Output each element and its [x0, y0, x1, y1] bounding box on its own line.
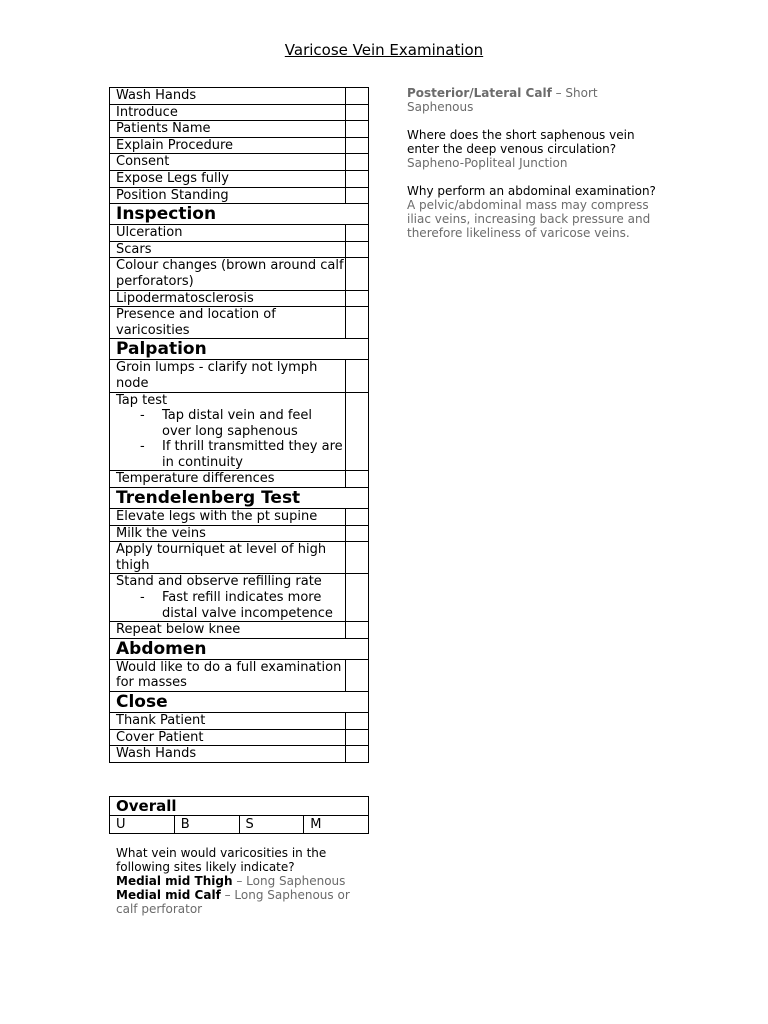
section-heading-trendelenberg: Trendelenberg Test	[110, 488, 369, 509]
checklist-row	[110, 392, 369, 471]
checklist-row	[110, 290, 369, 307]
checklist-item: Temperature differences	[110, 471, 346, 488]
medial-calf-note	[116, 888, 366, 916]
question-2: Why perform an abdominal examination?	[407, 184, 656, 198]
checkbox-cell[interactable]	[346, 241, 369, 258]
tap-test-steps	[116, 408, 345, 470]
checklist-row	[110, 121, 369, 138]
checklist-item: Apply tourniquet at level of high thigh	[110, 542, 346, 574]
medial-calf-answer: – Long Saphenous or calf perforator	[116, 888, 350, 916]
checklist-item: Introduce	[110, 104, 346, 121]
medial-thigh-label: Medial mid Thigh	[116, 874, 233, 888]
checkbox-cell[interactable]	[346, 542, 369, 574]
checklist-row	[110, 542, 369, 574]
medial-calf-label: Medial mid Calf	[116, 888, 221, 902]
grade-option-s[interactable]: S	[239, 816, 304, 834]
section-heading-inspection: Inspection	[110, 204, 369, 225]
grade-option-b[interactable]: B	[174, 816, 239, 834]
checkbox-cell[interactable]	[346, 187, 369, 204]
checkbox-cell[interactable]	[346, 622, 369, 639]
checkbox-cell[interactable]	[346, 104, 369, 121]
side-notes	[407, 86, 657, 254]
checkbox-cell[interactable]	[346, 471, 369, 488]
checklist-row	[110, 170, 369, 187]
page-title: Varicose Vein Examination	[284, 41, 484, 59]
site-question: What vein would varicosities in the following sites likely indicate?	[116, 846, 327, 874]
checklist-item: Explain Procedure	[110, 137, 346, 154]
checklist-item: Wash Hands	[110, 88, 346, 105]
checkbox-cell[interactable]	[346, 137, 369, 154]
checkbox-cell[interactable]	[346, 154, 369, 171]
calf-note	[407, 86, 657, 114]
checklist-item: Cover Patient	[110, 729, 346, 746]
checklist-row	[110, 225, 369, 242]
sub-step: - Fast refill indicates more distal valve incompetence	[140, 590, 345, 621]
checkbox-cell[interactable]	[346, 392, 369, 471]
varicosity-site-notes	[116, 846, 366, 916]
question-1: Where does the short saphenous vein enter the deep venous circulation?	[407, 128, 635, 156]
checklist-item: Colour changes (brown around calf perforators)	[110, 258, 346, 290]
checklist-row	[110, 307, 369, 339]
checkbox-cell[interactable]	[346, 307, 369, 339]
section-heading-close: Close	[110, 692, 369, 713]
checklist-item: Groin lumps - clarify not lymph node	[110, 360, 346, 392]
checklist-item: Ulceration	[110, 225, 346, 242]
checklist-item: Repeat below knee	[110, 622, 346, 639]
checklist-item: Would like to do a full examination for masses	[110, 659, 346, 691]
checklist-row	[110, 574, 369, 622]
checklist-item	[110, 574, 346, 622]
checklist-item: Elevate legs with the pt supine	[110, 509, 346, 526]
checklist-row	[110, 525, 369, 542]
checkbox-cell[interactable]	[346, 509, 369, 526]
grade-option-m[interactable]: M	[304, 816, 369, 834]
examination-checklist	[109, 87, 369, 763]
checkbox-cell[interactable]	[346, 88, 369, 105]
section-heading-abdomen: Abdomen	[110, 638, 369, 659]
section-heading-palpation: Palpation	[110, 339, 369, 360]
medial-thigh-answer: – Long Saphenous	[232, 874, 346, 888]
checklist-row	[110, 713, 369, 730]
checklist-item: Position Standing	[110, 187, 346, 204]
stand-observe-label: Stand and observe refilling rate	[116, 574, 322, 590]
calf-label: Posterior/Lateral Calf	[407, 86, 552, 100]
checklist-item	[110, 392, 346, 471]
checklist-row	[110, 746, 369, 763]
overall-grade-table	[109, 796, 369, 834]
tap-test-label: Tap test	[116, 392, 168, 408]
checklist-item: Milk the veins	[110, 525, 346, 542]
checkbox-cell[interactable]	[346, 258, 369, 290]
checkbox-cell[interactable]	[346, 360, 369, 392]
grade-option-u[interactable]: U	[110, 816, 175, 834]
medial-thigh-note	[116, 874, 366, 888]
checklist-item: Wash Hands	[110, 746, 346, 763]
checklist-item: Consent	[110, 154, 346, 171]
abdominal-qa	[407, 184, 657, 240]
sub-step: - Tap distal vein and feel over long saphenous	[140, 408, 345, 439]
checkbox-cell[interactable]	[346, 574, 369, 622]
checkbox-cell[interactable]	[346, 290, 369, 307]
stand-observe-steps	[116, 590, 345, 621]
checklist-row	[110, 258, 369, 290]
checkbox-cell[interactable]	[346, 729, 369, 746]
checkbox-cell[interactable]	[346, 225, 369, 242]
checkbox-cell[interactable]	[346, 713, 369, 730]
checklist-item: Patients Name	[110, 121, 346, 138]
checklist-item: Expose Legs fully	[110, 170, 346, 187]
checklist-row	[110, 88, 369, 105]
checklist-item: Presence and location of varicosities	[110, 307, 346, 339]
checkbox-cell[interactable]	[346, 525, 369, 542]
checklist-row	[110, 659, 369, 691]
checkbox-cell[interactable]	[346, 659, 369, 691]
overall-heading: Overall	[110, 797, 369, 816]
checklist-row	[110, 509, 369, 526]
checkbox-cell[interactable]	[346, 170, 369, 187]
checklist-item: Lipodermatosclerosis	[110, 290, 346, 307]
checklist-row	[110, 104, 369, 121]
checklist-row	[110, 187, 369, 204]
answer-1: Sapheno-Popliteal Junction	[407, 156, 568, 170]
short-saphenous-qa	[407, 128, 657, 170]
sub-step: - If thrill transmitted they are in continuity	[140, 439, 345, 470]
checkbox-cell[interactable]	[346, 746, 369, 763]
answer-2: A pelvic/abdominal mass may compress iliac veins, increasing back pressure and therefore likeliness of varicose veins.	[407, 198, 651, 240]
checklist-row	[110, 729, 369, 746]
checklist-row	[110, 241, 369, 258]
checklist-row	[110, 154, 369, 171]
checklist-row	[110, 360, 369, 392]
checklist-row	[110, 137, 369, 154]
checklist-item: Scars	[110, 241, 346, 258]
checklist-item: Thank Patient	[110, 713, 346, 730]
checklist-row	[110, 471, 369, 488]
checkbox-cell[interactable]	[346, 121, 369, 138]
checklist-row	[110, 622, 369, 639]
calf-answer: – Short Saphenous	[407, 86, 598, 114]
